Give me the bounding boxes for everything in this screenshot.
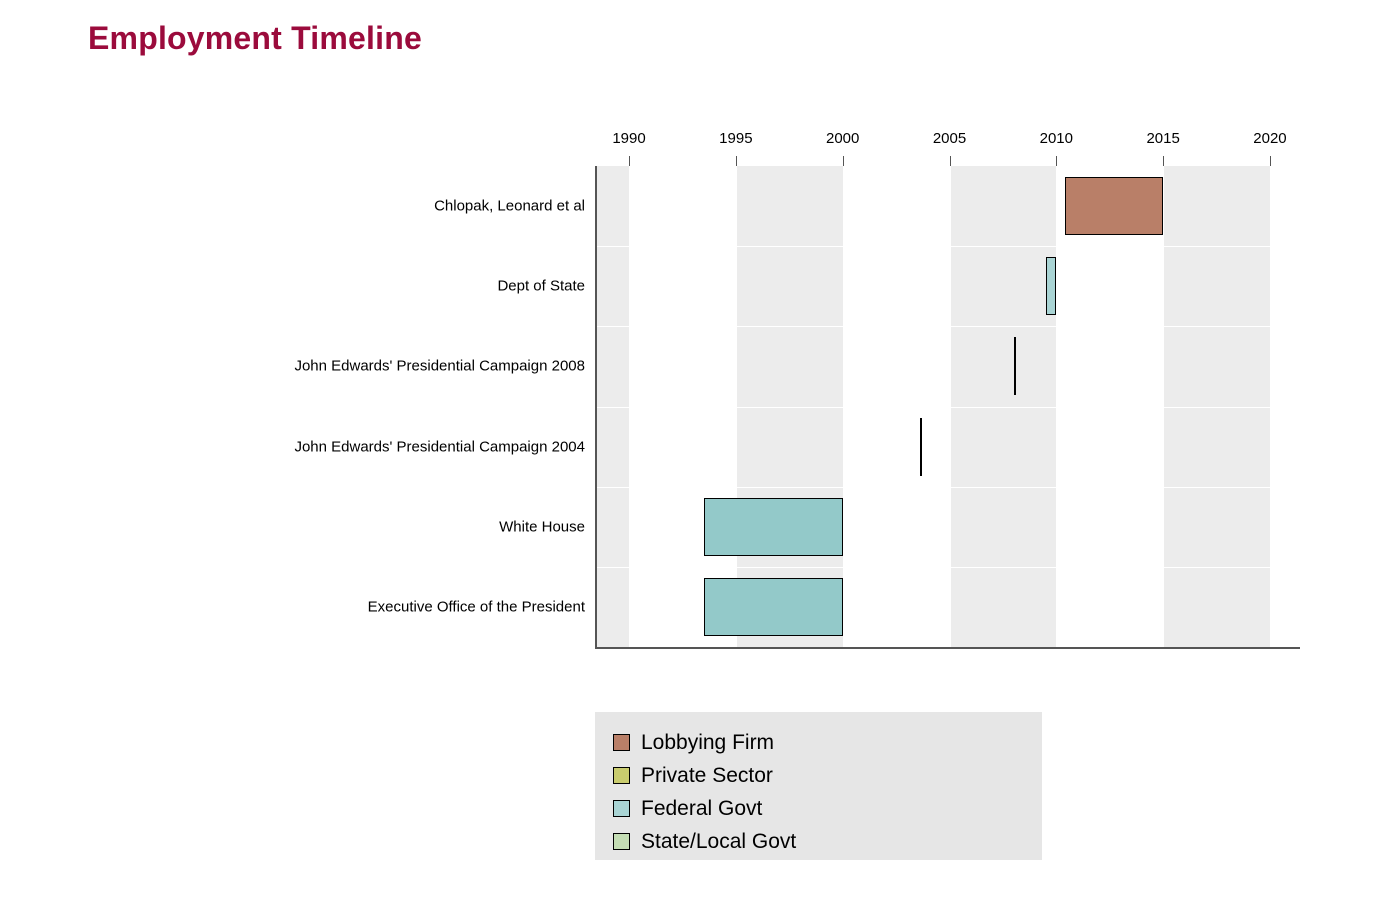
x-tick-mark <box>736 156 737 166</box>
x-tick-mark <box>1270 156 1271 166</box>
row-separator <box>597 407 1300 408</box>
row-separator <box>597 326 1300 327</box>
timeline-bar <box>1014 337 1016 395</box>
timeline-bar <box>704 498 843 556</box>
legend-swatch-icon <box>613 734 630 751</box>
y-axis-label: Executive Office of the President <box>367 598 585 616</box>
row-separator <box>597 487 1300 488</box>
y-axis-label: Chlopak, Leonard et al <box>434 197 585 215</box>
chart-plot-area <box>294 130 1300 647</box>
page-title: Employment Timeline <box>88 20 422 56</box>
row-separator <box>597 246 1300 247</box>
y-axis-label: John Edwards' Presidential Campaign 2004 <box>294 438 585 456</box>
x-tick-label: 2020 <box>1253 130 1287 147</box>
x-tick-label: 1995 <box>719 130 753 147</box>
legend-item <box>613 759 1042 792</box>
x-tick-label: 1990 <box>612 130 646 147</box>
x-tick-label: 2015 <box>1146 130 1180 147</box>
x-tick-mark <box>629 156 630 166</box>
x-tick-mark <box>950 156 951 166</box>
legend-swatch-icon <box>613 800 630 817</box>
legend-swatch-icon <box>613 833 630 850</box>
legend-label: Federal Govt <box>641 796 763 820</box>
legend-item <box>613 792 1042 825</box>
x-tick-mark <box>1163 156 1164 166</box>
timeline-bar <box>920 418 922 476</box>
chart-legend <box>595 712 1042 860</box>
employment-timeline-chart <box>294 130 1300 647</box>
x-tick-label: 2010 <box>1039 130 1073 147</box>
legend-label: Lobbying Firm <box>641 730 775 754</box>
x-tick-label: 2005 <box>932 130 967 147</box>
y-axis-label: John Edwards' Presidential Campaign 2008 <box>294 357 585 375</box>
timeline-bar <box>704 578 843 636</box>
x-tick-mark <box>1056 156 1057 166</box>
legend-label: Private Sector <box>641 763 773 787</box>
legend-label: State/Local Govt <box>641 829 797 853</box>
legend-item <box>613 825 1042 858</box>
y-axis-label: White House <box>499 518 585 536</box>
x-tick-mark <box>843 156 844 166</box>
legend-swatch-icon <box>613 767 630 784</box>
row-separator <box>597 567 1300 568</box>
timeline-bar <box>1046 257 1057 315</box>
y-axis-label: Dept of State <box>497 277 585 295</box>
timeline-bar <box>1065 177 1163 235</box>
x-axis-line <box>595 647 1300 649</box>
legend-item <box>613 726 1042 759</box>
x-tick-label: 2000 <box>825 130 860 147</box>
